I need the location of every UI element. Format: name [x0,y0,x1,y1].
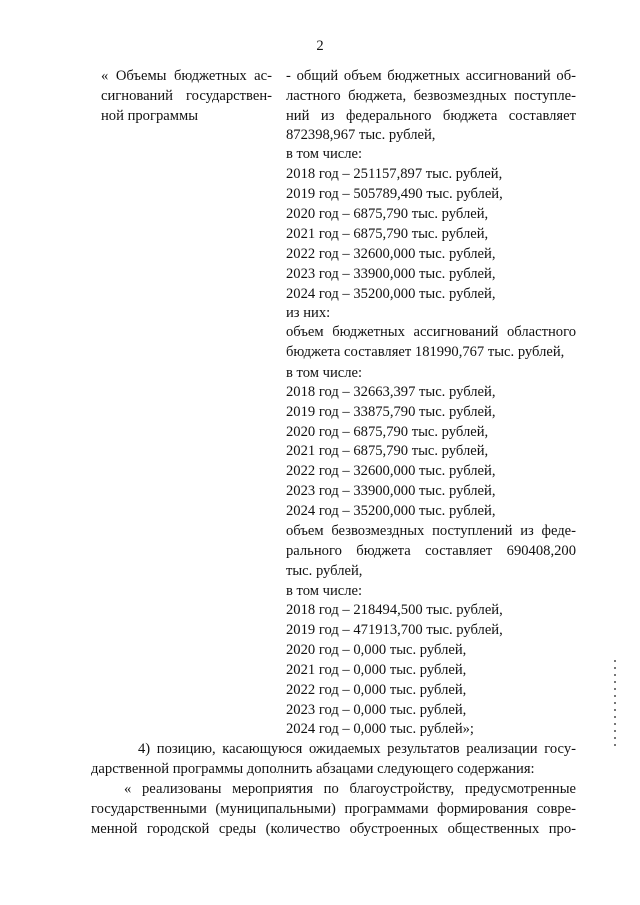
right-line: в том числе: [286,583,363,599]
right-line: ний из федерального бюджета составляет [286,108,576,124]
right-line: 2019 год – 471913,700 тыс. рублей, [286,622,503,638]
right-line: 2024 год – 35200,000 тыс. рублей, [286,503,496,519]
right-line: в том числе: [286,146,363,162]
right-line: 2018 год – 32663,397 тыс. рублей, [286,384,496,400]
right-line: 2020 год – 6875,790 тыс. рублей, [286,206,489,222]
right-line: 2022 год – 32600,000 тыс. рублей, [286,246,496,262]
right-line: 2024 год – 35200,000 тыс. рублей, [286,286,496,302]
left-label-line: ной программы [101,108,199,124]
body-line: дарственной программы дополнить абзацами следующего содержания: [91,761,535,777]
body-line: государственными (муниципальными) программами формирования совре- [91,801,576,817]
scan-edge-mark [614,660,616,746]
right-line: объем бюджетных ассигнований областного [286,324,576,340]
right-line: 2021 год – 6875,790 тыс. рублей, [286,226,489,242]
right-line: 872398,967 тыс. рублей, [286,127,436,143]
left-label-line: сигнований государствен- [101,88,272,104]
left-label-line: « Объемы бюджетных ас- [101,68,272,84]
right-line: объем безвозмездных поступлений из феде- [286,523,576,539]
body-line: 4) позицию, касающуюся ожидаемых результатов реализации госу- [138,741,576,757]
right-line: 2018 год – 251157,897 тыс. рублей, [286,166,503,182]
right-line: 2018 год – 218494,500 тыс. рублей, [286,602,503,618]
right-line: бюджета составляет 181990,767 тыс. рублей, [286,344,565,360]
right-line: из них: [286,305,331,321]
right-line: 2021 год – 0,000 тыс. рублей, [286,662,467,678]
right-line: ластного бюджета, безвозмездных поступле- [286,88,576,104]
right-line: 2023 год – 33900,000 тыс. рублей, [286,483,496,499]
body-line: менной городской среды (количество обустроенных общественных про- [91,821,576,837]
right-line: тыс. рублей, [286,563,363,579]
right-line: 2023 год – 33900,000 тыс. рублей, [286,266,496,282]
right-line: 2019 год – 505789,490 тыс. рублей, [286,186,503,202]
right-line: 2022 год – 0,000 тыс. рублей, [286,682,467,698]
page-number: 2 [316,38,324,54]
right-line: 2024 год – 0,000 тыс. рублей»; [286,721,474,737]
right-line: 2021 год – 6875,790 тыс. рублей, [286,443,489,459]
right-line: 2022 год – 32600,000 тыс. рублей, [286,463,496,479]
right-line: 2023 год – 0,000 тыс. рублей, [286,702,467,718]
right-line: 2020 год – 6875,790 тыс. рублей, [286,424,489,440]
right-line: 2020 год – 0,000 тыс. рублей, [286,642,467,658]
right-line: в том числе: [286,365,363,381]
body-line: « реализованы мероприятия по благоустройству, предусмотренные [124,781,576,797]
right-line: 2019 год – 33875,790 тыс. рублей, [286,404,496,420]
right-line: рального бюджета составляет 690408,200 [286,543,576,559]
right-line: - общий объем бюджетных ассигнований об- [286,68,576,84]
